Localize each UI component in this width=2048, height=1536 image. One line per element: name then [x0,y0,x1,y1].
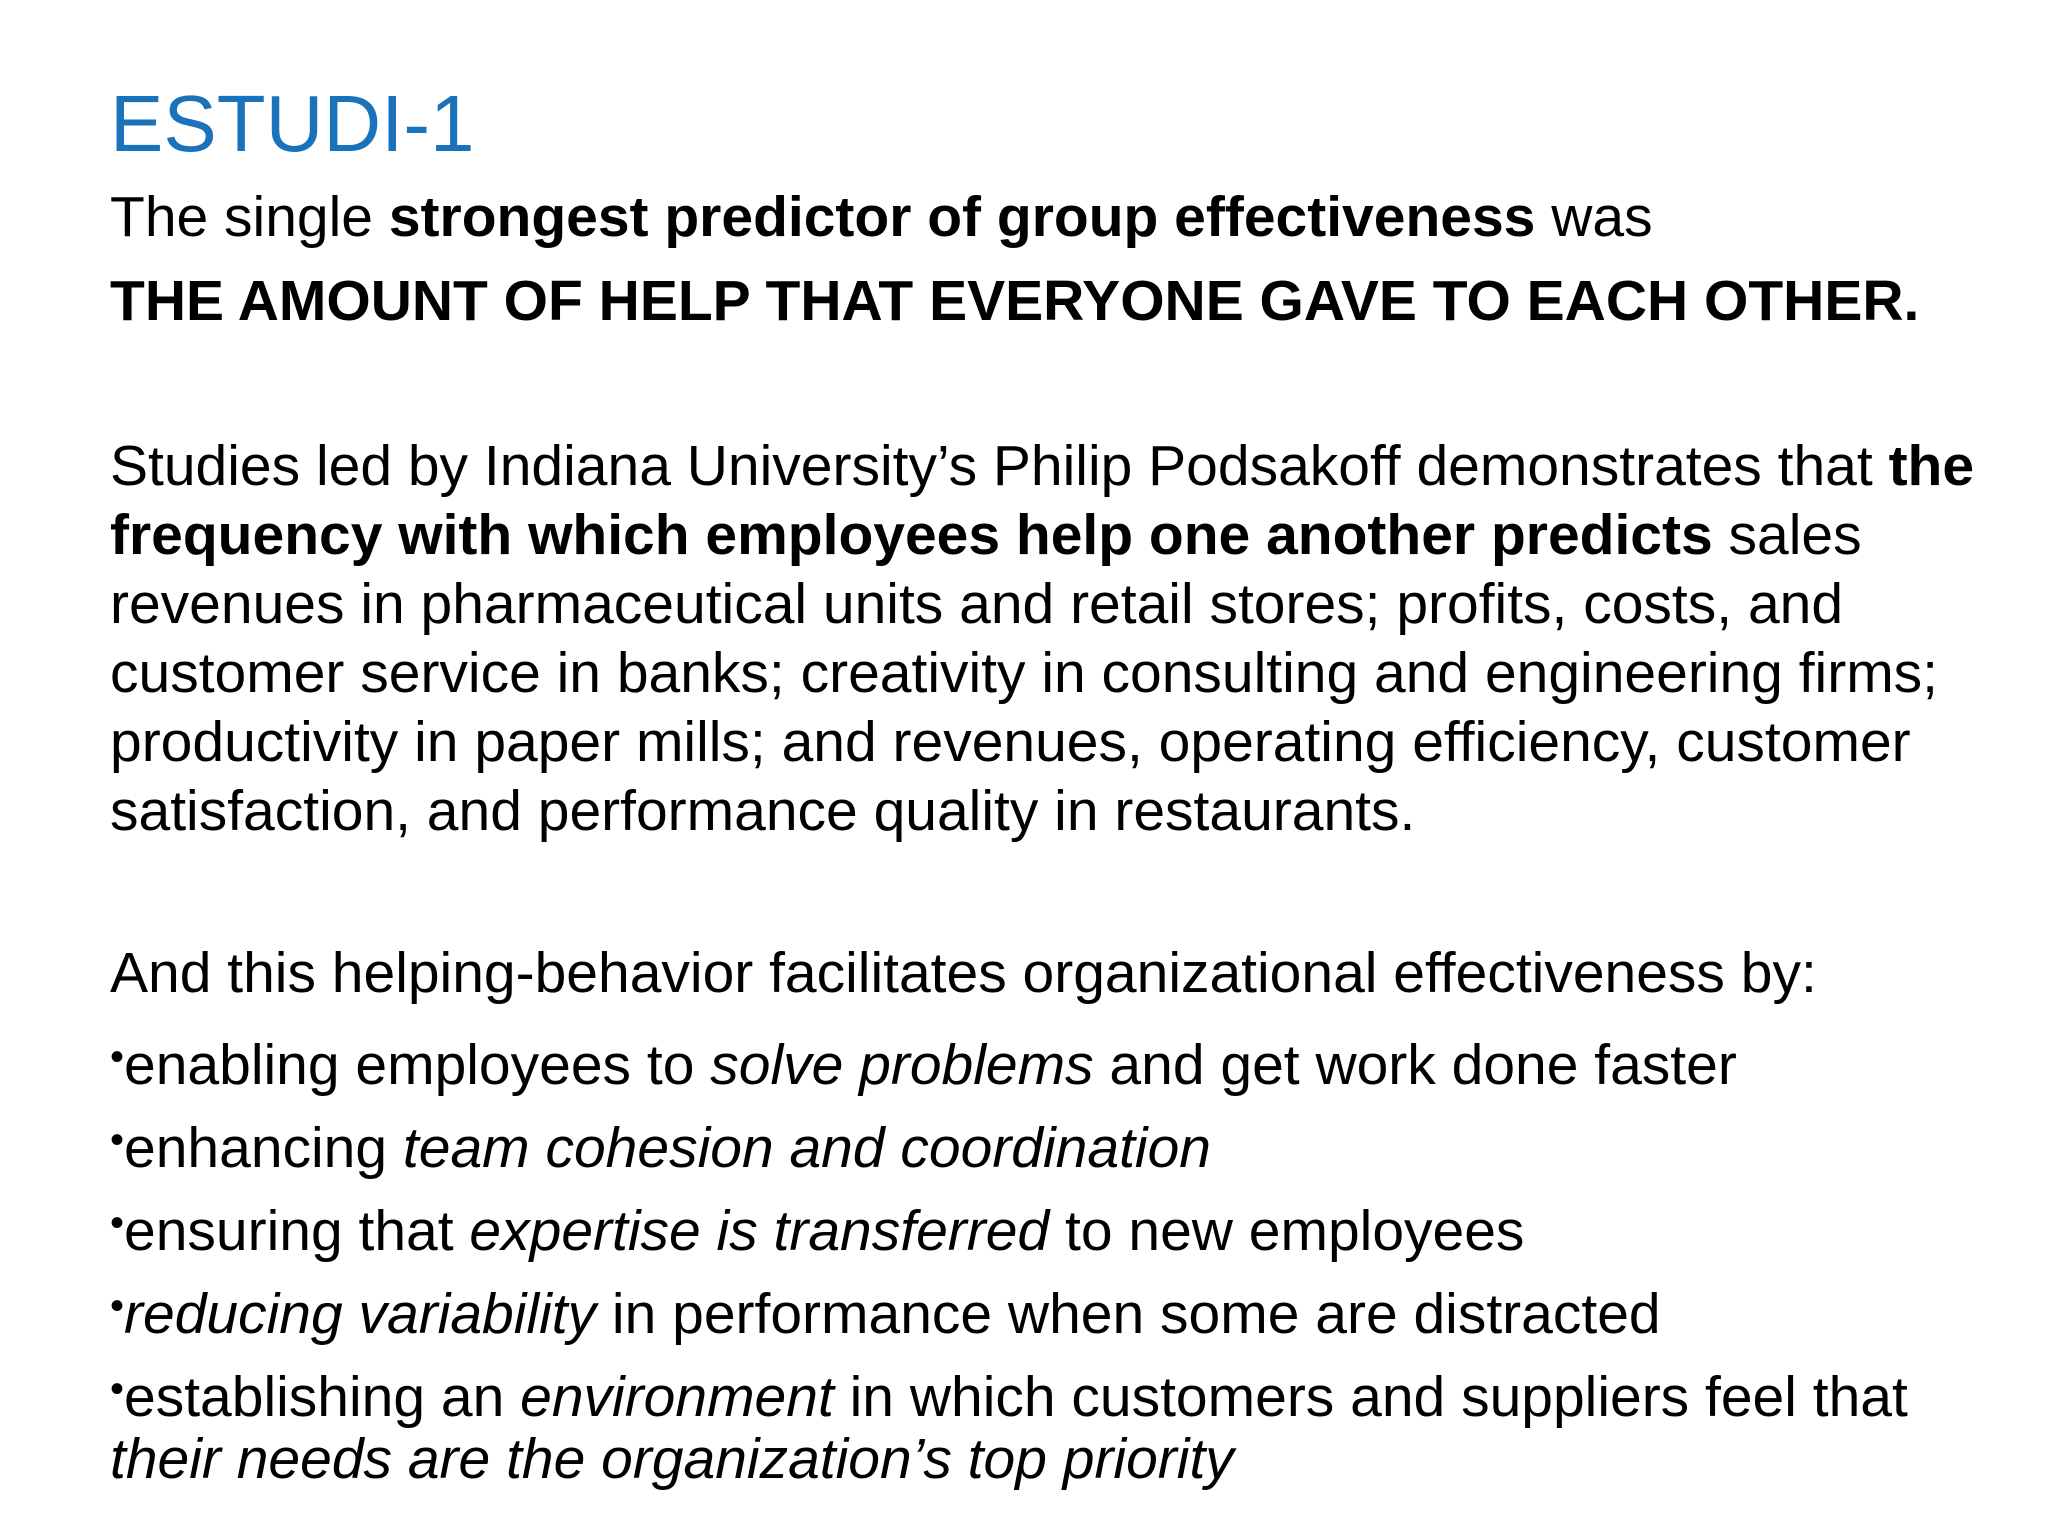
predictor-line-bold: strongest predictor of group effectiveness [388,185,1536,249]
benefits-intro: And this helping-behavior facilitates organizational effectiveness by: [110,941,1817,1005]
bullet-dot-icon: • [110,1201,125,1245]
bullet-post: to new employees [1049,1199,1525,1263]
bullet-dot-icon: • [110,1367,125,1411]
bullet-item [110,1024,1737,1098]
bullet-post: and get work done faster [1093,1033,1737,1097]
studies-paragraph-post: sales revenues in pharmaceutical units and retail stores; profits, costs, and customer service in banks; creativity in consulting and engineering firms; productivity in paper mills; and revenues, operating efficiency, customer satisfaction, and performance quality in restaurants. [110,503,1939,843]
bullet-italic: environment [520,1365,834,1429]
bullet-pre: enabling employees to [124,1033,711,1097]
bullet-italic: their needs are the organization’s top priority [110,1427,1234,1491]
predictor-line-pre: The single [110,185,389,249]
bullet-item [110,1356,1908,1430]
bullet-italic: expertise is transferred [469,1199,1050,1263]
studies-paragraph [110,432,2020,846]
predictor-line-post: was [1535,185,1653,249]
predictor-line [110,184,1653,250]
bullet-pre: establishing an [124,1365,521,1429]
bullet-pre: enhancing [124,1116,403,1180]
slide-title: ESTUDI-1 [110,79,475,168]
bullet-dot-icon: • [110,1118,125,1162]
bullet-italic: solve problems [710,1033,1094,1097]
bullet-item [110,1107,1211,1181]
bullet-dot-icon: • [110,1035,125,1079]
bullet-post: in performance when some are distracted [596,1282,1661,1346]
bullet-post: in which customers and suppliers feel that [833,1365,1908,1429]
studies-paragraph-pre: Studies led by Indiana University’s Philip Podsakoff demonstrates that [110,434,1889,498]
studies-paragraph-bold: the frequency with which employees help one another predicts [110,434,1975,567]
key-statement: THE AMOUNT OF HELP THAT EVERYONE GAVE TO EACH OTHER. [110,269,1920,333]
bullet-dot-icon: • [110,1284,125,1328]
bullet-item [110,1190,1524,1264]
bullet-item [110,1273,1661,1347]
bullet-italic: team cohesion and coordination [402,1116,1211,1180]
bullet-italic: reducing variability [124,1282,597,1346]
bullet-continuation [110,1426,1234,1492]
bullet-pre: ensuring that [124,1199,470,1263]
